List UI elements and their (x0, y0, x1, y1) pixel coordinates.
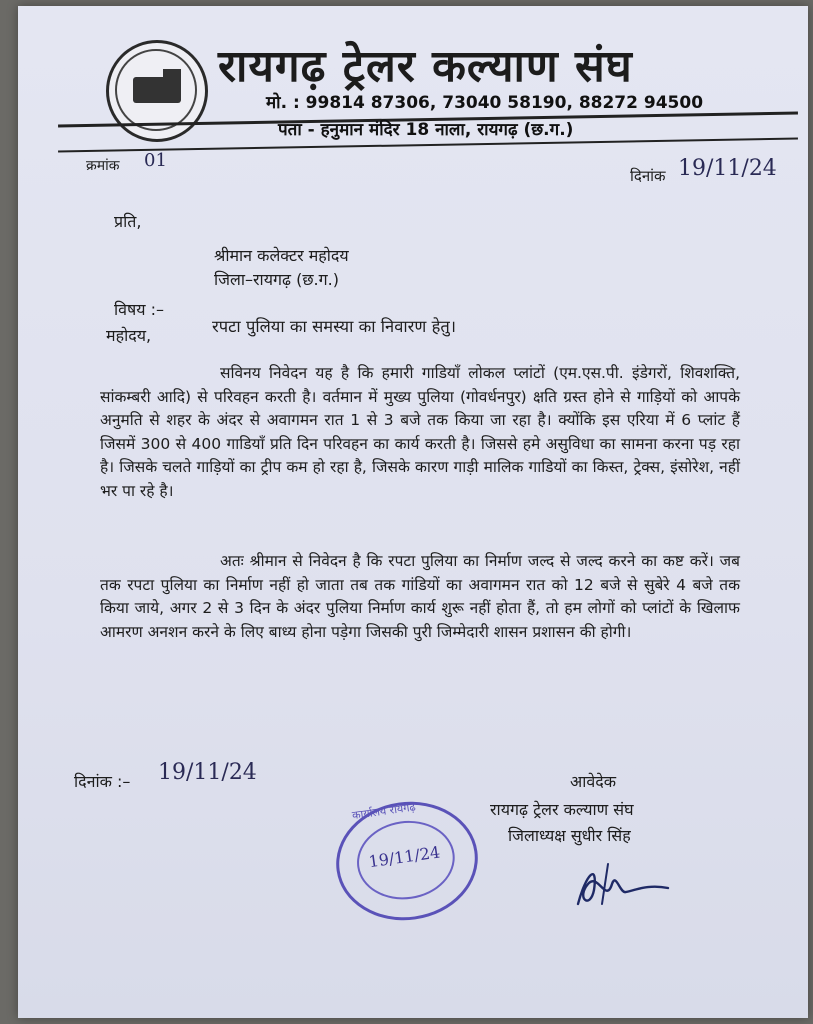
recipient-line1: श्रीमान कलेक्टर महोदय (214, 246, 349, 265)
date-label-top: दिनांक (630, 167, 666, 185)
stamp-ring-text: कार्यालय रायगढ़ (351, 800, 417, 823)
org-address: पता - हनुमान मंदिर 18 नाला, रायगढ़ (छ.ग.) (278, 120, 574, 140)
ref-number: 01 (144, 150, 167, 171)
date-top: 19/11/24 (678, 156, 777, 181)
body-paragraph-1: सविनय निवेदन यह है कि हमारी गाडियाँ लोकल प्लांटों (एम.एस.पी. इंडेगरों, शिवशक्ति, सांकम्बरी आदि) से परिवहन करती है। वर्तमान में मुख्य पुलिया (गोवर्धनपुर) क्षति ग्रस्त होने से गाड़ियों को आपके अनुमति से शहर के अंदर से अवागमन रात 1 से 3 बजे तक किया जा रहा है। क्योंकि इस एरिया में 6 प्लांट हैं जिसमें 300 से 400 गाडियाँ प्रति दिन परिवहन का कार्य करती है। जिससे हमे असुविधा का सामना करना पड़ रहा है। जिसके चलते गाड़ियों का ट्रीप कम हो रहा है, जिसके कारण गाड़ी मालिक गाडियों का किस्त, ट्रेक्स, इंसोरेश, नहीं भर पा रहे है। (100, 364, 740, 500)
org-name-heading: रायगढ़ ट्रेलर कल्याण संघ (218, 41, 633, 92)
truck-logo (106, 40, 208, 142)
applicant-name: जिलाध्यक्ष सुधीर सिंह (508, 826, 631, 845)
stamp-date: 19/11/24 (367, 842, 442, 872)
office-stamp (328, 793, 485, 930)
date-label-bottom: दिनांक :– (74, 772, 131, 791)
phone-numbers: मो. : 99814 87306, 73040 58190, 88272 94500 (266, 93, 704, 113)
signature-mark (568, 854, 678, 914)
subject-text: रपटा पुलिया का समस्या का निवारण हेतु। (212, 317, 457, 336)
date-bottom: 19/11/24 (158, 760, 257, 785)
prati-label: प्रति, (114, 212, 142, 231)
body-paragraph-2: अतः श्रीमान से निवेदन है कि रपटा पुलिया का निर्माण जल्द से जल्द करने का कष्ट करें। जब तक रपटा पुलिया का निर्माण नहीं हो जाता तब तक गांडियों का अवागमन रात को 12 बजे से सुबेरे 4 बजे तक किया जाये, अगर 2 से 3 दिन के अंदर पुलिया निर्माण कार्य शुरू नहीं होता हैं, तो हम लोगों को प्लांटों के खिलाफ आमरण अनशन करने के लिए बाध्य होना पड़ेगा जिसकी पुरी जिम्मेदारी शासन प्रशासन की होगी। (100, 552, 740, 641)
letter-paper (18, 6, 808, 1018)
applicant-label: आवेदेक (570, 772, 617, 791)
salutation: महोदय, (106, 326, 152, 345)
recipient-line2: जिला–रायगढ़ (छ.ग.) (214, 270, 339, 289)
subject-label: विषय :– (114, 300, 165, 319)
applicant-org: रायगढ़ ट्रेलर कल्याण संघ (490, 800, 634, 819)
ref-label: क्रमांक (86, 158, 120, 174)
